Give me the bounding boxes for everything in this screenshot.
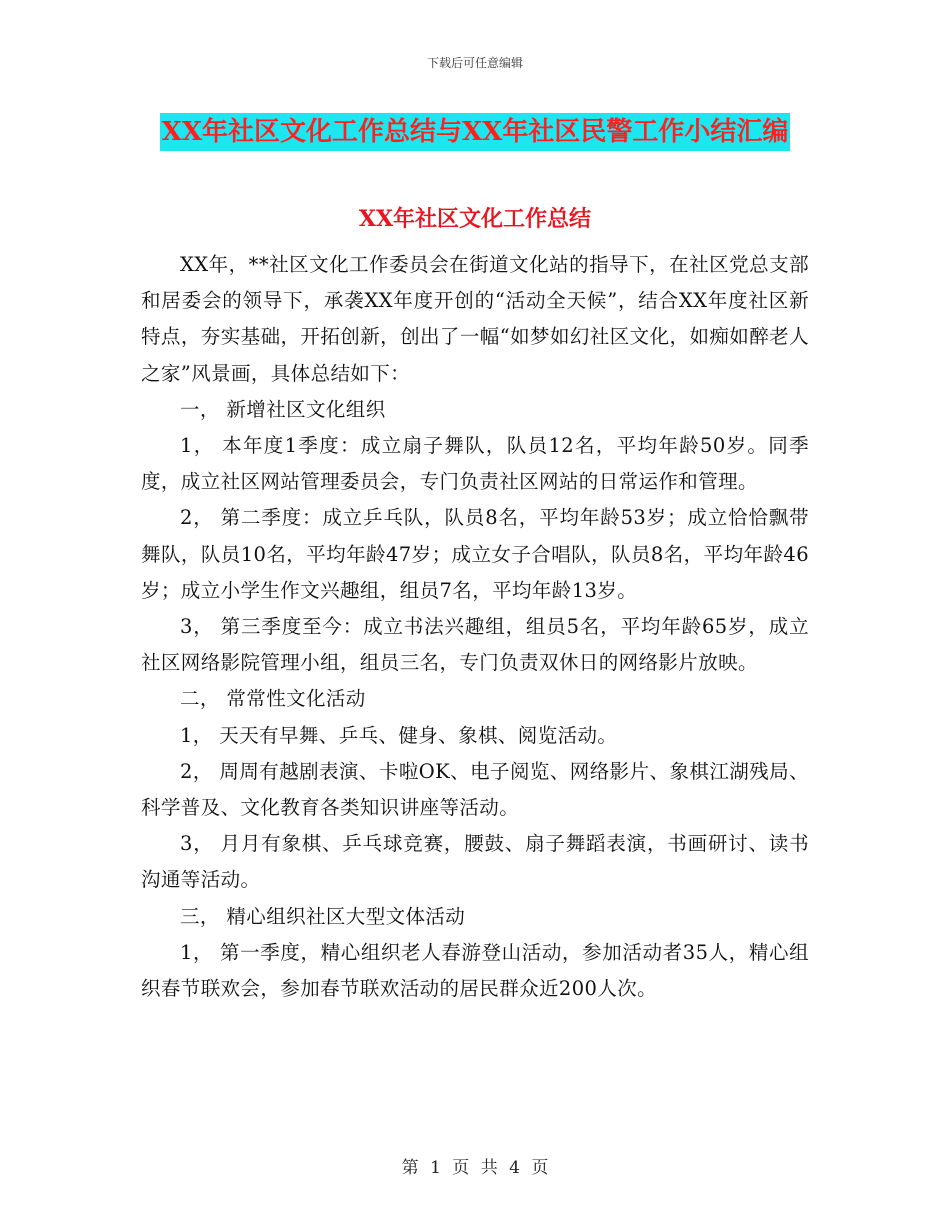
page-header-note: 下载后可任意编辑	[426, 56, 523, 70]
list-item: 1， 第一季度，精心组织老人春游登山活动，参加活动者35人，精心组织春节联欢会，参加春节联欢活动的居民群众近200人次。	[141, 940, 809, 1001]
document-title-block	[0, 113, 950, 151]
list-item: 1， 本年度1季度：成立扇子舞队，队员12名，平均年龄50岁。同季度，成立社区网站管理委员会，专门负责社区网站的日常运作和管理。	[141, 434, 809, 494]
list-item: 1， 天天有早舞、乒乓、健身、象棋、阅览活动。	[180, 723, 618, 747]
list-item: 2， 第二季度：成立乒乓队，队员8名，平均年龄53岁；成立恰恰飘带舞队，队员10名，平均年龄47岁；成立女子合唱队，队员8名，平均年龄46岁；成立小学生作文兴趣组，组员7名，平均年龄13岁。	[141, 506, 809, 602]
document-title: XX年社区文化工作总结与XX年社区民警工作小结汇编	[160, 113, 791, 151]
list-item: 3， 第三季度至今：成立书法兴趣组，组员5名，平均年龄65岁，成立社区网络影院管理小组，组员三名，专门负责双休日的网络影片放映。	[141, 615, 809, 675]
list-item: 3， 月月有象棋、乒乓球竞赛，腰鼓、扇子舞蹈表演，书画研讨、读书沟通等活动。	[141, 832, 809, 892]
paragraph-intro: XX年，**社区文化工作委员会在街道文化站的指导下，在社区党总支部和居委会的领导下，承袭XX年度开创的“活动全天候”，结合XX年度社区新特点，夯实基础，开拓创新，创出了一幅“如梦如幻社区文化，如痴如醉老人之家”风景画，具体总结如下：	[141, 253, 809, 385]
document-body	[141, 247, 809, 1007]
page-number: 第 1 页 共 4 页	[401, 1158, 549, 1178]
heading-regular-activities: 二， 常常性文化活动	[180, 687, 366, 711]
list-item: 2， 周周有越剧表演、卡啦OK、电子阅览、网络影片、象棋江湖残局、科学普及、文化教育各类知识讲座等活动。	[141, 759, 809, 820]
section-title: XX年社区文化工作总结	[358, 206, 592, 232]
heading-large-events: 三， 精心组织社区大型文体活动	[180, 904, 466, 928]
heading-new-organizations: 一， 新增社区文化组织	[180, 397, 386, 421]
